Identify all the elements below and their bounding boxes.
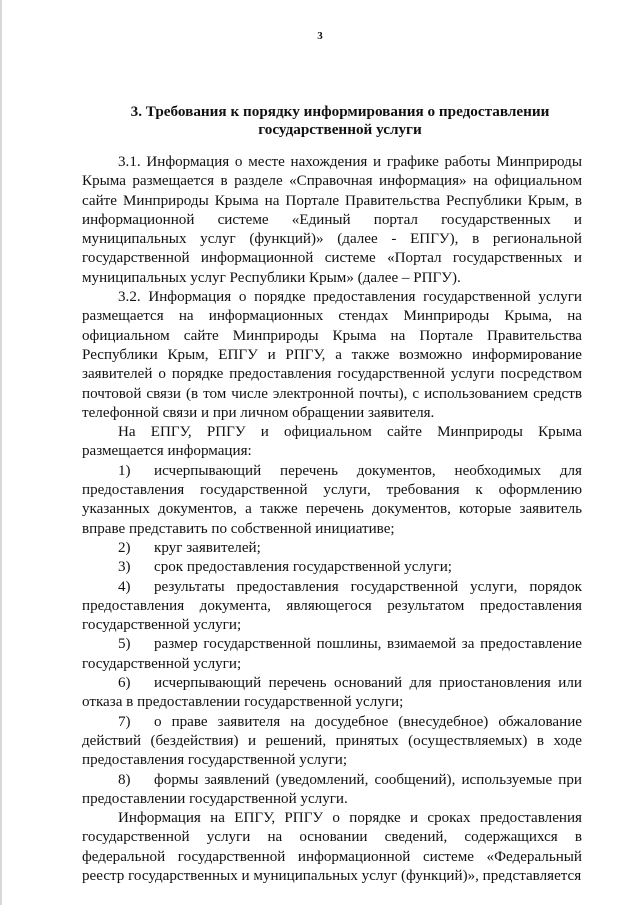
list-item-text: результаты предоставления государственной услуги, порядок предоставления документа, являющегося результатом предоставления государственной услуги; xyxy=(82,578,582,634)
list-item xyxy=(82,713,582,771)
paragraph-final: Информация на ЕПГУ, РПГУ о порядке и сроках предоставления государственной услуги на основании сведений, содержащихся в федеральной государственной информационной системе «Федеральный реестр государственных и муниципальных услуг (функций)», представляется xyxy=(82,810,582,884)
section-heading xyxy=(100,103,580,139)
list-item-text: размер государственной пошлины, взимаемой за предоставление государственной услуги; xyxy=(82,636,582,672)
list-item-number: 2) xyxy=(118,539,131,556)
page-number: 3 xyxy=(317,30,323,42)
list-item xyxy=(82,462,582,539)
document-body xyxy=(82,153,582,886)
list-item-text: исчерпывающий перечень документов, необходимых для предоставления государственной услуги, требования к оформлению указанных документов, а также перечень документов, которые заявитель вправе представить по собственной инициативе; xyxy=(82,462,582,537)
paragraph-3-2: 3.2. Информация о порядке предоставления государственной услуги размещается на информационных стендах Минприроды Крыма, на официальном сайте Минприроды Крыма на Портале Правительства Республики Крым, ЕПГУ и РПГУ, а также возможно информирование заявителей о порядке предоставления государственной услуги посредством почтовой связи (в том числе электронной почты), с использованием средств телефонной связи и при личном обращении заявителя. xyxy=(82,289,582,421)
list-item xyxy=(82,674,582,713)
list-item-text: срок предоставления государственной услуги; xyxy=(154,559,452,576)
list-item-text: исчерпывающий перечень оснований для приостановления или отказа в предоставлении государственной услуги; xyxy=(82,675,582,711)
list-item-number: 8) xyxy=(118,771,131,788)
list-item xyxy=(82,771,582,810)
list-item-number: 3) xyxy=(118,559,131,576)
list-item-number: 4) xyxy=(118,578,131,595)
list-item xyxy=(82,635,582,674)
section-heading-line-2: государственной услуги xyxy=(258,121,422,138)
list-item-text: о праве заявителя на досудебное (внесудебное) обжалование действий (бездействия) и решений, принятых (осуществляемых) в ходе предоставления государственной услуги; xyxy=(82,713,582,769)
list-item-number: 5) xyxy=(118,636,131,653)
list-item-text: формы заявлений (уведомлений, сообщений), используемые при предоставлении государственной услуги. xyxy=(82,771,582,807)
list-item xyxy=(82,558,582,577)
paragraph-3-1: 3.1. Информация о месте нахождения и графике работы Минприроды Крыма размещается в разделе «Справочная информация» на официальном сайте Минприроды Крыма на Портале Правительства Республики Крым, в информационной системе «Единый портал государственных и муниципальных услуг (функций)» (далее - ЕПГУ), в региональной государственной информационной системе «Портал государственных и муниципальных услуг Республики Крым» (далее – РПГУ). xyxy=(82,154,582,286)
list-item-number: 1) xyxy=(118,462,131,479)
paragraph-info-intro: На ЕПГУ, РПГУ и официальном сайте Минприроды Крыма размещается информация: xyxy=(82,424,582,460)
scan-edge xyxy=(0,0,2,905)
list-item-number: 6) xyxy=(118,675,131,692)
list-item xyxy=(82,578,582,636)
section-heading-line-1: 3. Требования к порядку информирования о предоставлении xyxy=(130,103,550,120)
list-item-number: 7) xyxy=(118,713,131,730)
list-item-text: круг заявителей; xyxy=(154,539,261,556)
list-item xyxy=(82,539,582,558)
